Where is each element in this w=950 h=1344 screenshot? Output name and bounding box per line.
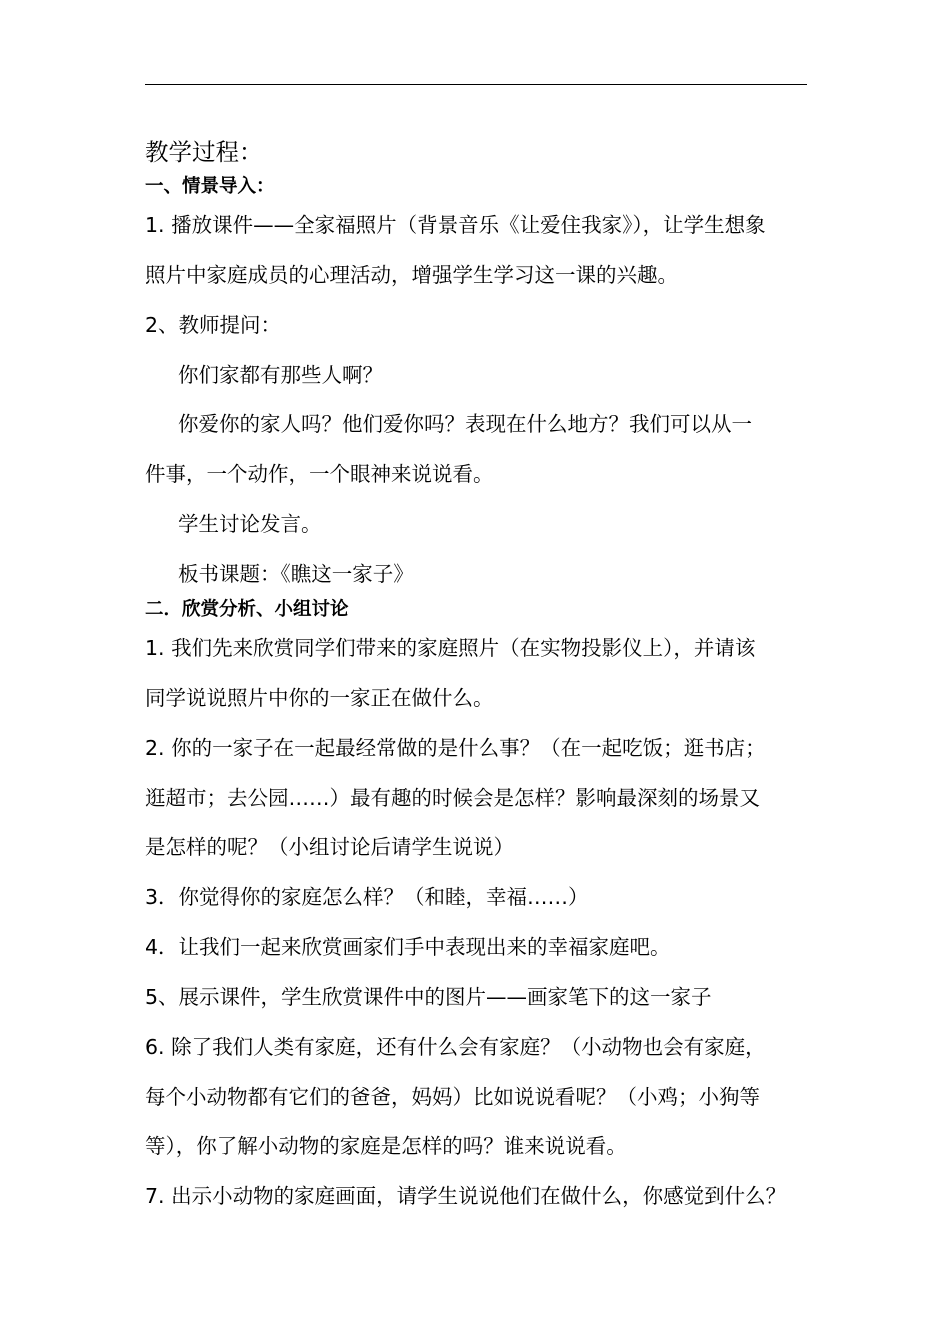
- section-2-item-1-line-1: 1. 我们先来欣赏同学们带来的家庭照片（在实物投影仪上），并请该: [145, 636, 756, 660]
- teacher-question-1: 你们家都有那些人啊？: [178, 363, 383, 387]
- section-2-item-3: 3．你觉得你的家庭怎么样？（和睦，幸福……）: [145, 885, 589, 909]
- section-2-item-2-line-3: 是怎样的呢？（小组讨论后请学生说说）: [145, 835, 514, 859]
- section-1-item-1-line-1: 1. 播放课件——全家福照片（背景音乐《让爱住我家》），让学生想象: [145, 213, 766, 237]
- section-1-item-2: 2、教师提问：: [145, 313, 282, 337]
- section-2-item-2-line-2: 逛超市；去公园……）最有趣的时候会是怎样？影响最深刻的场景又: [145, 786, 760, 810]
- teacher-question-2-line-2: 件事，一个动作，一个眼神来说说看。: [145, 462, 494, 486]
- header-rule: [145, 84, 807, 85]
- section-2-item-6-line-2: 每个小动物都有它们的爸爸，妈妈）比如说说看呢？（小鸡；小狗等: [145, 1085, 760, 1109]
- board-lesson-title: 板书课题：《瞧这一家子》: [178, 562, 414, 586]
- section-1-item-1-line-2: 照片中家庭成员的心理活动，增强学生学习这一课的兴趣。: [145, 263, 678, 287]
- section-2-item-6-line-3: 等），你了解小动物的家庭是怎样的吗？谁来说说看。: [145, 1134, 627, 1158]
- section-2-item-2-line-1: 2. 你的一家子在一起最经常做的是什么事？（在一起吃饭；逛书店；: [145, 736, 766, 760]
- section-2-item-6-line-1: 6. 除了我们人类有家庭，还有什么会有家庭？（小动物也会有家庭，: [145, 1035, 766, 1059]
- section-2-heading: 二．欣赏分析、小组讨论: [145, 599, 349, 620]
- section-2-item-5: 5、展示课件，学生欣赏课件中的图片——画家笔下的这一家子: [145, 985, 712, 1009]
- section-2-item-7: 7. 出示小动物的家庭画面，请学生说说他们在做什么，你感觉到什么？: [145, 1184, 787, 1208]
- page-title: 教学过程：: [145, 138, 263, 166]
- section-1-heading: 一、情景导入：: [145, 176, 275, 197]
- section-2-item-4: 4．让我们一起来欣赏画家们手中表现出来的幸福家庭吧。: [145, 935, 671, 959]
- student-discussion: 学生讨论发言。: [178, 512, 322, 536]
- teacher-question-2-line-1: 你爱你的家人吗？他们爱你吗？表现在什么地方？我们可以从一: [178, 412, 752, 436]
- section-2-item-1-line-2: 同学说说照片中你的一家正在做什么。: [145, 686, 494, 710]
